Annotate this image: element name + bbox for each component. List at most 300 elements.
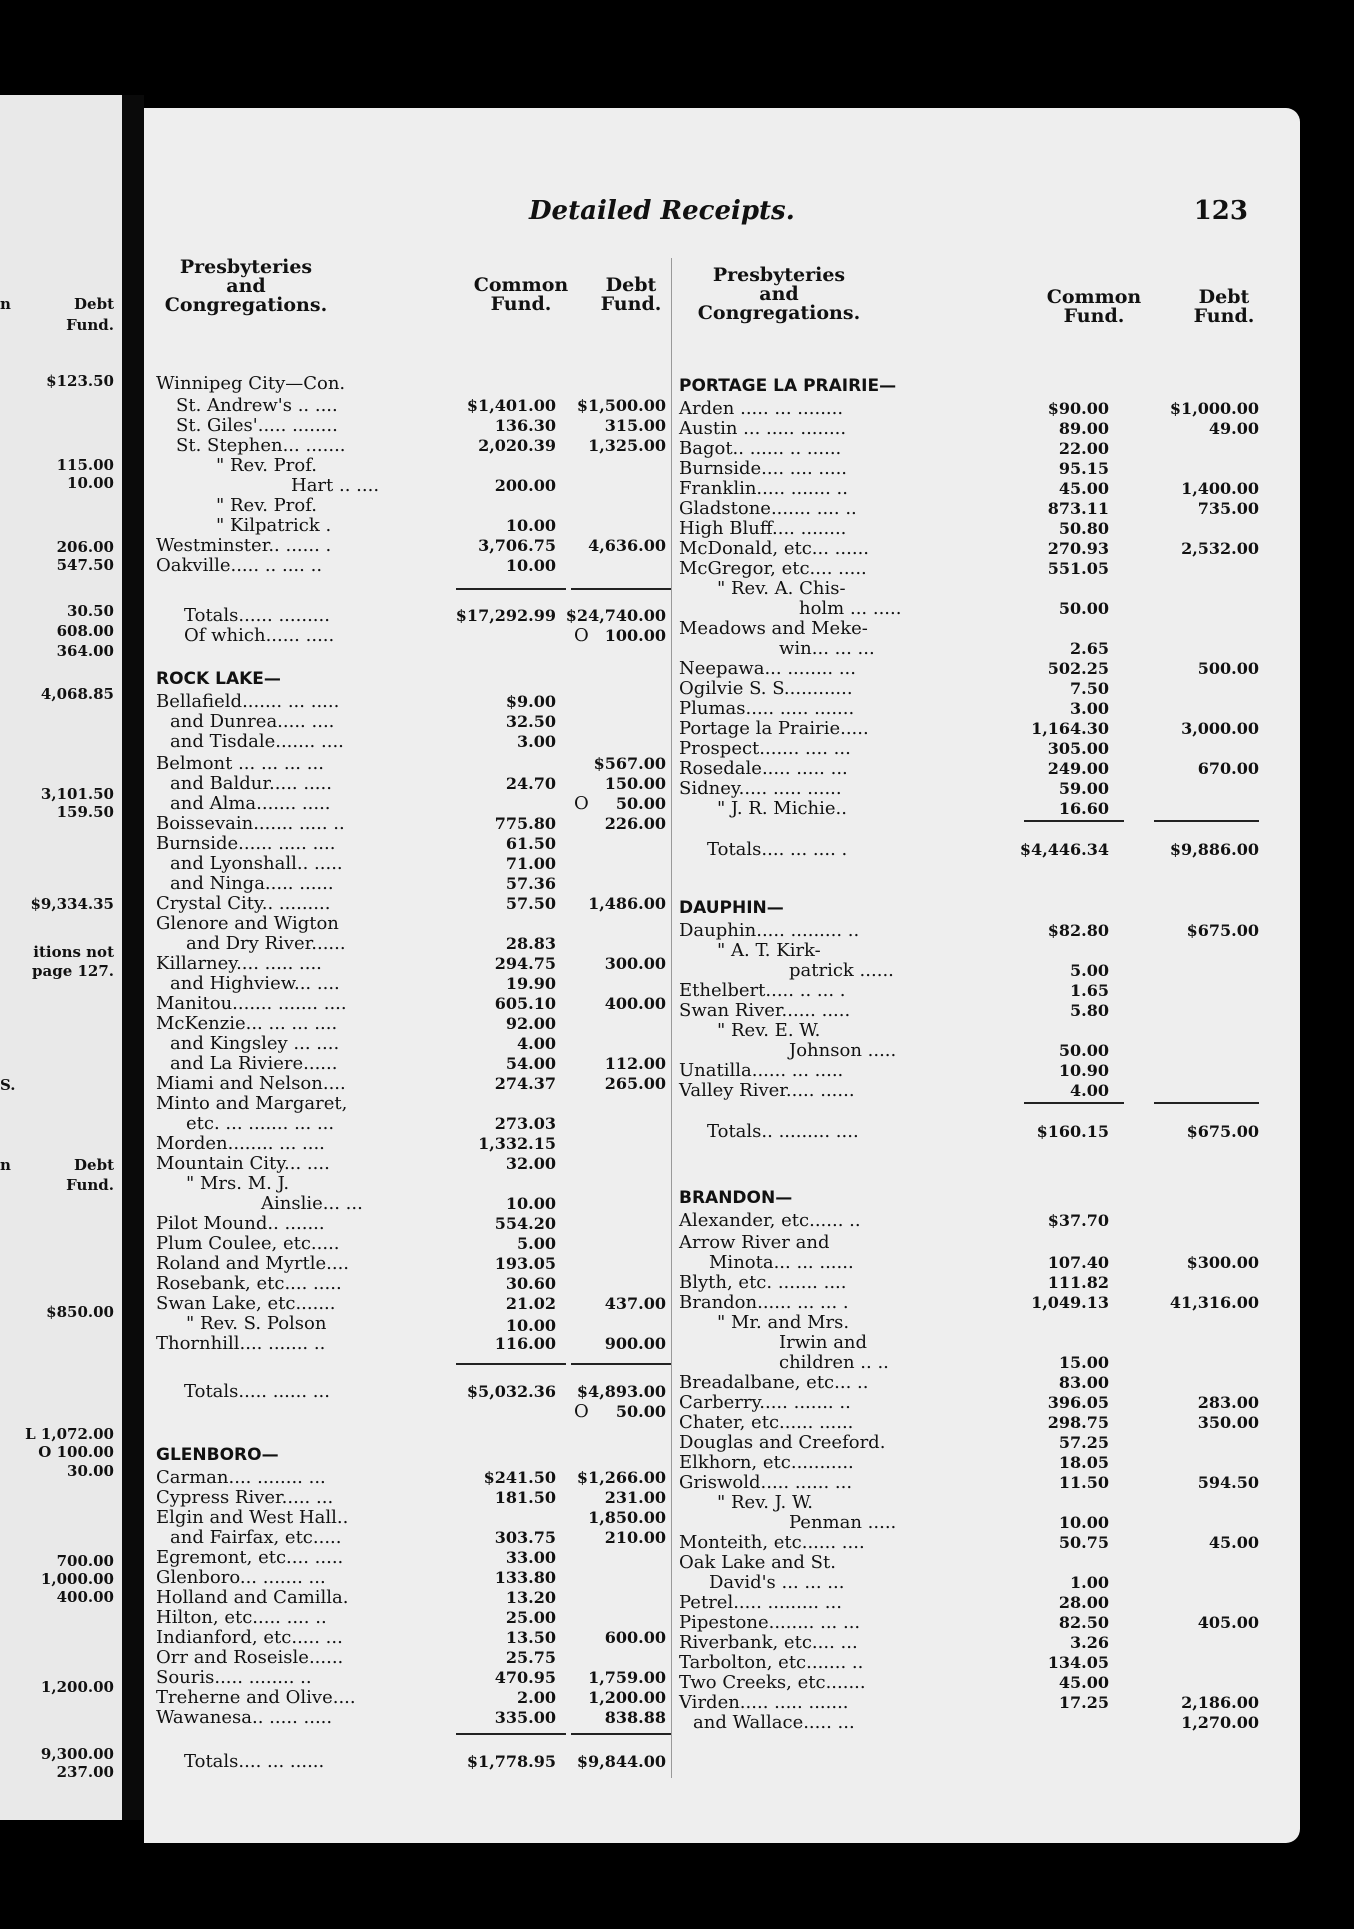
prev-page-text: 115.00 xyxy=(56,456,114,474)
table-row xyxy=(679,920,1279,941)
congregation-name: St. Andrew's .. .... xyxy=(176,395,338,416)
debt-fund-value: 49.00 xyxy=(1208,419,1259,438)
common-fund-value: 298.75 xyxy=(1047,1413,1109,1432)
common-fund-rule xyxy=(456,1363,566,1365)
debt-fund-value: 265.00 xyxy=(604,1074,666,1093)
table-row xyxy=(679,1712,1279,1733)
debt-fund-value: $9,844.00 xyxy=(576,1752,666,1771)
table-row xyxy=(679,1452,1279,1473)
prev-page-text: 3,101.50 xyxy=(40,785,114,803)
congregation-name: " Rev. Prof. xyxy=(216,455,317,476)
common-fund-value: 3.00 xyxy=(517,732,556,751)
common-fund-value: 270.93 xyxy=(1047,539,1109,558)
presbytery-name: GLENBORO— xyxy=(156,1445,279,1465)
table-row xyxy=(156,455,666,476)
totals-row xyxy=(156,605,666,626)
common-fund-value: 2,020.39 xyxy=(478,436,556,455)
congregation-name: Glenore and Wigton xyxy=(156,913,339,934)
table-row xyxy=(156,1527,666,1548)
table-row xyxy=(156,535,666,556)
table-row xyxy=(679,1592,1279,1613)
common-fund-value: 50.80 xyxy=(1058,519,1109,538)
congregation-name: Penman ..... xyxy=(789,1512,897,1533)
common-fund-value: 502.25 xyxy=(1047,659,1109,678)
table-row xyxy=(156,1587,666,1608)
table-row xyxy=(156,1607,666,1628)
congregation-name: Virden..... ..... ....... xyxy=(679,1692,849,1713)
congregation-name: Breadalbane, etc... .. xyxy=(679,1372,869,1393)
common-fund-value: 22.00 xyxy=(1058,439,1109,458)
table-row xyxy=(679,598,1279,619)
common-fund-value: $5,032.36 xyxy=(466,1382,556,1401)
presbytery-name: BRANDON— xyxy=(679,1188,793,1208)
debt-fund-value: 300.00 xyxy=(604,954,666,973)
congregation-name: " A. T. Kirk- xyxy=(717,940,821,961)
table-row xyxy=(156,813,666,834)
congregation-name: and La Riviere...... xyxy=(170,1053,338,1074)
table-row xyxy=(156,495,666,516)
debt-fund-value: 1,850.00 xyxy=(588,1508,666,1527)
prev-page-text: 364.00 xyxy=(56,642,114,660)
table-row xyxy=(156,1053,666,1074)
table-row xyxy=(679,1432,1279,1453)
table-row xyxy=(156,1567,666,1588)
common-fund-value: $4,446.34 xyxy=(1019,840,1109,859)
common-fund-value: 50.00 xyxy=(1058,599,1109,618)
common-fund-value: 61.50 xyxy=(505,834,556,853)
congregation-name: Elgin and West Hall.. xyxy=(156,1507,349,1528)
debt-fund-value: 1,400.00 xyxy=(1181,479,1259,498)
common-fund-value: 3,706.75 xyxy=(478,536,556,555)
prev-page-text: O 100.00 xyxy=(38,1443,114,1461)
congregation-name: and Kingsley ... .... xyxy=(170,1033,340,1054)
congregation-name: St. Stephen... ....... xyxy=(176,435,346,456)
congregation-name: Rosebank, etc.... ..... xyxy=(156,1273,342,1294)
table-row xyxy=(156,1507,666,1528)
debt-fund-value: 1,200.00 xyxy=(588,1688,666,1707)
prev-page-text: 1,000.00 xyxy=(40,1570,114,1588)
common-fund-value: 21.02 xyxy=(505,1294,556,1313)
congregation-name: Prospect....... .... ... xyxy=(679,738,851,759)
debt-fund-value: 210.00 xyxy=(604,1528,666,1547)
table-row xyxy=(679,980,1279,1001)
table-row xyxy=(156,373,666,394)
debt-fund-value: $675.00 xyxy=(1186,921,1259,940)
table-row xyxy=(156,1113,666,1134)
common-fund-value: 11.50 xyxy=(1058,1473,1109,1492)
prev-page-text: Debt xyxy=(74,1156,114,1174)
congregation-name: Glenboro... ....... ... xyxy=(156,1567,326,1588)
congregation-name: Douglas and Creeford. xyxy=(679,1432,886,1453)
debt-fund-value: $1,266.00 xyxy=(576,1468,666,1487)
presbytery-name: PORTAGE LA PRAIRIE— xyxy=(679,376,897,396)
header-debt-fund: Debt Fund. xyxy=(1193,286,1255,327)
debt-fund-value: 2,186.00 xyxy=(1181,1693,1259,1712)
prev-page-text: S. xyxy=(0,1076,16,1094)
table-row xyxy=(679,578,1279,599)
fund-marker: O xyxy=(574,625,589,646)
debt-fund-value: 1,759.00 xyxy=(588,1668,666,1687)
congregation-name: Winnipeg City—Con. xyxy=(156,373,346,394)
common-fund-value: 57.36 xyxy=(505,874,556,893)
table-row xyxy=(156,691,666,712)
prev-page-text: Fund. xyxy=(66,316,114,334)
common-fund-value: 136.30 xyxy=(494,416,556,435)
table-row xyxy=(679,418,1279,439)
header-debt-fund: Debt Fund. xyxy=(600,274,662,315)
table-row xyxy=(679,398,1279,419)
table-row xyxy=(679,538,1279,559)
table-row xyxy=(679,1000,1279,1021)
header-congregations: Presbyteries and Congregations. xyxy=(697,264,861,324)
debt-fund-value: $567.00 xyxy=(593,754,666,773)
debt-fund-value: $1,500.00 xyxy=(576,396,666,415)
table-row xyxy=(156,933,666,954)
debt-fund-rule xyxy=(1154,820,1259,822)
common-fund-value: 1,164.30 xyxy=(1031,719,1109,738)
debt-fund-rule xyxy=(1154,1102,1259,1104)
table-row xyxy=(679,1632,1279,1653)
debt-fund-value: 600.00 xyxy=(604,1628,666,1647)
table-row xyxy=(156,1213,666,1234)
common-fund-value: 54.00 xyxy=(505,1054,556,1073)
common-fund-value: 45.00 xyxy=(1058,1673,1109,1692)
prev-page-text: 4,068.85 xyxy=(40,685,114,703)
congregation-name: Monteith, etc...... .... xyxy=(679,1532,865,1553)
congregation-name: Boissevain....... ..... .. xyxy=(156,813,345,834)
table-row xyxy=(156,711,666,732)
table-row xyxy=(156,1033,666,1054)
congregation-name: Swan Lake, etc....... xyxy=(156,1293,336,1314)
table-row xyxy=(156,1013,666,1034)
debt-fund-rule xyxy=(571,588,671,590)
congregation-name: Tarbolton, etc....... .. xyxy=(679,1652,864,1673)
debt-fund-value: 838.88 xyxy=(604,1708,666,1727)
debt-fund-value: 2,532.00 xyxy=(1181,539,1259,558)
congregation-name: " Rev. E. W. xyxy=(717,1020,821,1041)
congregation-name: Hilton, etc..... .... .. xyxy=(156,1607,327,1628)
table-row xyxy=(156,833,666,854)
table-row xyxy=(156,773,666,794)
table-row xyxy=(156,1173,666,1194)
column-divider xyxy=(671,258,672,1778)
table-row xyxy=(156,953,666,974)
table-row xyxy=(679,1232,1279,1253)
common-fund-value: 10.00 xyxy=(505,1194,556,1213)
common-fund-value: 28.00 xyxy=(1058,1593,1109,1612)
congregation-name: " Mr. and Mrs. xyxy=(717,1312,850,1333)
congregation-name: Austin ... ..... ........ xyxy=(679,418,847,439)
common-fund-value: 45.00 xyxy=(1058,479,1109,498)
congregation-name: patrick ...... xyxy=(789,960,894,981)
table-row xyxy=(156,1401,666,1422)
congregation-name: Ethelbert..... .. ... . xyxy=(679,980,846,1001)
congregation-name: Killarney.... ..... .... xyxy=(156,953,322,974)
totals-row xyxy=(156,1381,666,1402)
common-fund-value: 2.65 xyxy=(1070,639,1109,658)
common-fund-value: 17.25 xyxy=(1058,1693,1109,1712)
table-row xyxy=(156,1707,666,1728)
table-row xyxy=(156,395,666,416)
page xyxy=(144,108,1300,1843)
congregation-name: Plumas..... ..... ....... xyxy=(679,698,855,719)
table-row xyxy=(679,1080,1279,1101)
table-row xyxy=(679,1532,1279,1553)
table-row xyxy=(156,1093,666,1114)
congregation-name: Miami and Nelson.... xyxy=(156,1073,346,1094)
prev-page-text: 159.50 xyxy=(56,803,114,821)
congregation-name: Ogilvie S. S............ xyxy=(679,678,853,699)
common-fund-value: 82.50 xyxy=(1058,1613,1109,1632)
table-row xyxy=(156,475,666,496)
table-row xyxy=(679,718,1279,739)
debt-fund-value: 226.00 xyxy=(604,814,666,833)
common-fund-value: 71.00 xyxy=(505,854,556,873)
congregation-name: Valley River..... ...... xyxy=(679,1080,855,1101)
table-row xyxy=(679,458,1279,479)
congregation-name: Two Creeks, etc....... xyxy=(679,1672,866,1693)
table-row xyxy=(679,1372,1279,1393)
prev-page-text: 30.00 xyxy=(67,1462,114,1480)
prev-page-text: 30.50 xyxy=(67,602,114,620)
table-row xyxy=(679,1512,1279,1533)
common-fund-value: 5.00 xyxy=(517,1234,556,1253)
congregation-name: Johnson ..... xyxy=(789,1040,897,1061)
table-row xyxy=(156,753,666,774)
prev-page-text: page 127. xyxy=(32,962,114,980)
common-fund-value: 5.80 xyxy=(1070,1001,1109,1020)
prev-page-text: 237.00 xyxy=(56,1763,114,1781)
congregation-name: Thornhill.... ....... .. xyxy=(156,1333,326,1354)
table-row xyxy=(156,793,666,814)
table-row xyxy=(679,638,1279,659)
congregation-name: Souris..... ........ .. xyxy=(156,1667,312,1688)
table-row xyxy=(679,1552,1279,1573)
table-row xyxy=(679,1040,1279,1061)
common-fund-value: $9.00 xyxy=(505,692,556,711)
debt-fund-value: 1,486.00 xyxy=(588,894,666,913)
prev-page-text: L 1,072.00 xyxy=(25,1425,114,1443)
section-heading xyxy=(679,898,1279,919)
congregation-name: Roland and Myrtle.... xyxy=(156,1253,350,1274)
common-fund-value: 1.00 xyxy=(1070,1573,1109,1592)
common-fund-value: 249.00 xyxy=(1047,759,1109,778)
congregation-name: Gladstone....... .... .. xyxy=(679,498,857,519)
table-row xyxy=(679,518,1279,539)
table-row xyxy=(156,515,666,536)
debt-fund-value: 735.00 xyxy=(1197,499,1259,518)
debt-fund-value: 231.00 xyxy=(604,1488,666,1507)
section-heading xyxy=(679,1188,1279,1209)
debt-fund-value: 41,316.00 xyxy=(1169,1293,1259,1312)
table-row xyxy=(679,678,1279,699)
congregation-name: " J. R. Michie.. xyxy=(717,798,847,819)
debt-fund-value: 50.00 xyxy=(615,794,666,813)
table-row xyxy=(679,438,1279,459)
common-fund-value: 274.37 xyxy=(494,1074,556,1093)
debt-fund-rule xyxy=(571,1363,671,1365)
prev-page-text: 9,300.00 xyxy=(40,1745,114,1763)
table-row xyxy=(156,1333,666,1354)
prev-page-text: 608.00 xyxy=(56,622,114,640)
congregation-name: High Bluff.... ........ xyxy=(679,518,847,539)
common-fund-value: 294.75 xyxy=(494,954,556,973)
header-congregations: Presbyteries and Congregations. xyxy=(164,256,328,316)
prev-page-text: Debt xyxy=(74,295,114,313)
common-fund-value: 4.00 xyxy=(517,1034,556,1053)
common-fund-value: 10.00 xyxy=(505,1316,556,1335)
section-heading xyxy=(156,669,666,690)
congregation-name: Totals...... ......... xyxy=(184,605,330,626)
debt-fund-value: 437.00 xyxy=(604,1294,666,1313)
common-fund-value: 25.75 xyxy=(505,1648,556,1667)
common-fund-value: 873.11 xyxy=(1047,499,1109,518)
debt-fund-value: $300.00 xyxy=(1186,1253,1259,1272)
congregation-name: and Tisdale....... .... xyxy=(170,731,344,752)
congregation-name: Orr and Roseisle...... xyxy=(156,1647,344,1668)
congregation-name: McGregor, etc.... ..... xyxy=(679,558,867,579)
congregation-name: Irwin and xyxy=(779,1332,868,1353)
table-row xyxy=(679,498,1279,519)
common-fund-value: 16.60 xyxy=(1058,799,1109,818)
congregation-name: Wawanesa.. ..... ..... xyxy=(156,1707,333,1728)
common-fund-value: 13.50 xyxy=(505,1628,556,1647)
section-heading xyxy=(156,1445,666,1466)
debt-fund-value: 350.00 xyxy=(1197,1413,1259,1432)
debt-fund-value: 405.00 xyxy=(1197,1613,1259,1632)
congregation-name: Swan River...... ..... xyxy=(679,1000,851,1021)
congregation-name: Alexander, etc...... .. xyxy=(679,1210,861,1231)
common-fund-value: 605.10 xyxy=(494,994,556,1013)
congregation-name: Ainslie... ... xyxy=(261,1193,363,1214)
congregation-name: Oak Lake and St. xyxy=(679,1552,836,1573)
common-fund-value: 3.00 xyxy=(1070,699,1109,718)
common-fund-value: 7.50 xyxy=(1070,679,1109,698)
common-fund-value: 19.90 xyxy=(505,974,556,993)
prev-page-text: 10.00 xyxy=(67,474,114,492)
prev-page-text: 1,200.00 xyxy=(40,1678,114,1696)
common-fund-value: 3.26 xyxy=(1070,1633,1109,1652)
debt-fund-value: 315.00 xyxy=(604,416,666,435)
congregation-name: Minto and Margaret, xyxy=(156,1093,348,1114)
congregation-name: " Rev. S. Polson xyxy=(186,1313,327,1334)
common-fund-value: 15.00 xyxy=(1058,1353,1109,1372)
table-row xyxy=(679,1332,1279,1353)
congregation-name: Brandon...... ... ... . xyxy=(679,1292,849,1313)
prev-page-text: n xyxy=(0,295,11,313)
congregation-name: win... ... ... xyxy=(779,638,875,659)
header-common-fund: Common Fund. xyxy=(1046,286,1142,327)
common-fund-value: 4.00 xyxy=(1070,1081,1109,1100)
totals-row xyxy=(156,1751,666,1772)
book-spine xyxy=(122,95,144,1820)
congregation-name: Rosedale..... ..... ... xyxy=(679,758,848,779)
table-row xyxy=(679,1272,1279,1293)
table-row xyxy=(679,758,1279,779)
debt-fund-value: $24,740.00 xyxy=(565,606,666,625)
fund-marker: O xyxy=(574,1401,589,1422)
table-row xyxy=(679,558,1279,579)
common-fund-value: 59.00 xyxy=(1058,779,1109,798)
totals-row xyxy=(679,1121,1279,1142)
table-row xyxy=(679,960,1279,981)
congregation-name: and Alma....... ..... xyxy=(170,793,331,814)
table-row xyxy=(156,1647,666,1668)
table-row xyxy=(156,993,666,1014)
congregation-name: Plum Coulee, etc..... xyxy=(156,1233,340,1254)
common-fund-rule xyxy=(456,1733,566,1735)
table-row xyxy=(156,1233,666,1254)
prev-page-text: 700.00 xyxy=(56,1552,114,1570)
congregation-name: and Dunrea..... .... xyxy=(170,711,335,732)
common-fund-value: 57.25 xyxy=(1058,1433,1109,1452)
congregation-name: Carberry..... ....... .. xyxy=(679,1392,851,1413)
common-fund-rule xyxy=(1024,820,1124,822)
congregation-name: and Ninga..... ...... xyxy=(170,873,334,894)
congregation-name: Belmont ... ... ... ... xyxy=(156,753,324,774)
table-row xyxy=(679,1692,1279,1713)
common-fund-value: 33.00 xyxy=(505,1548,556,1567)
table-row xyxy=(156,1467,666,1488)
common-fund-value: 13.20 xyxy=(505,1588,556,1607)
table-row xyxy=(679,618,1279,639)
congregation-name: Manitou....... ....... .... xyxy=(156,993,347,1014)
table-row xyxy=(679,1210,1279,1231)
table-row xyxy=(679,1572,1279,1593)
table-row xyxy=(679,478,1279,499)
common-fund-value: 554.20 xyxy=(494,1214,556,1233)
prev-page-text: $850.00 xyxy=(46,1303,114,1321)
table-row xyxy=(156,1073,666,1094)
congregation-name: Morden........ ... .... xyxy=(156,1133,325,1154)
table-row xyxy=(679,1612,1279,1633)
common-fund-value: 1.65 xyxy=(1070,981,1109,1000)
table-row xyxy=(679,798,1279,819)
table-row xyxy=(156,913,666,934)
congregation-name: " Mrs. M. J. xyxy=(186,1173,290,1194)
prev-page-text: Fund. xyxy=(66,1176,114,1194)
common-fund-value: 57.50 xyxy=(505,894,556,913)
common-fund-value: 116.00 xyxy=(494,1334,556,1353)
congregation-name: Elkhorn, etc........... xyxy=(679,1452,854,1473)
table-row xyxy=(156,1627,666,1648)
common-fund-value: 775.80 xyxy=(494,814,556,833)
table-row xyxy=(679,778,1279,799)
congregation-name: Bagot.. ...... .. ...... xyxy=(679,438,842,459)
common-fund-value: 181.50 xyxy=(494,1488,556,1507)
common-fund-value: 18.05 xyxy=(1058,1453,1109,1472)
prev-page-text: n xyxy=(0,1156,11,1174)
common-fund-value: 335.00 xyxy=(494,1708,556,1727)
congregation-name: Pipestone........ ... ... xyxy=(679,1612,861,1633)
congregation-name: Minota... ... ...... xyxy=(709,1252,854,1273)
congregation-name: Neepawa... ........ ... xyxy=(679,658,856,679)
congregation-name: Franklin..... ....... .. xyxy=(679,478,848,499)
debt-fund-value: 670.00 xyxy=(1197,759,1259,778)
table-row xyxy=(679,1492,1279,1513)
table-row xyxy=(156,1687,666,1708)
presbytery-name: ROCK LAKE— xyxy=(156,669,281,689)
congregation-name: Cypress River..... ... xyxy=(156,1487,334,1508)
common-fund-rule xyxy=(456,588,566,590)
table-row xyxy=(679,1412,1279,1433)
common-fund-value: 1,049.13 xyxy=(1031,1293,1109,1312)
table-row xyxy=(679,1672,1279,1693)
common-fund-value: 10.00 xyxy=(505,556,556,575)
congregation-name: Carman.... ........ ... xyxy=(156,1467,326,1488)
table-row xyxy=(679,1472,1279,1493)
section-heading xyxy=(679,376,1279,397)
